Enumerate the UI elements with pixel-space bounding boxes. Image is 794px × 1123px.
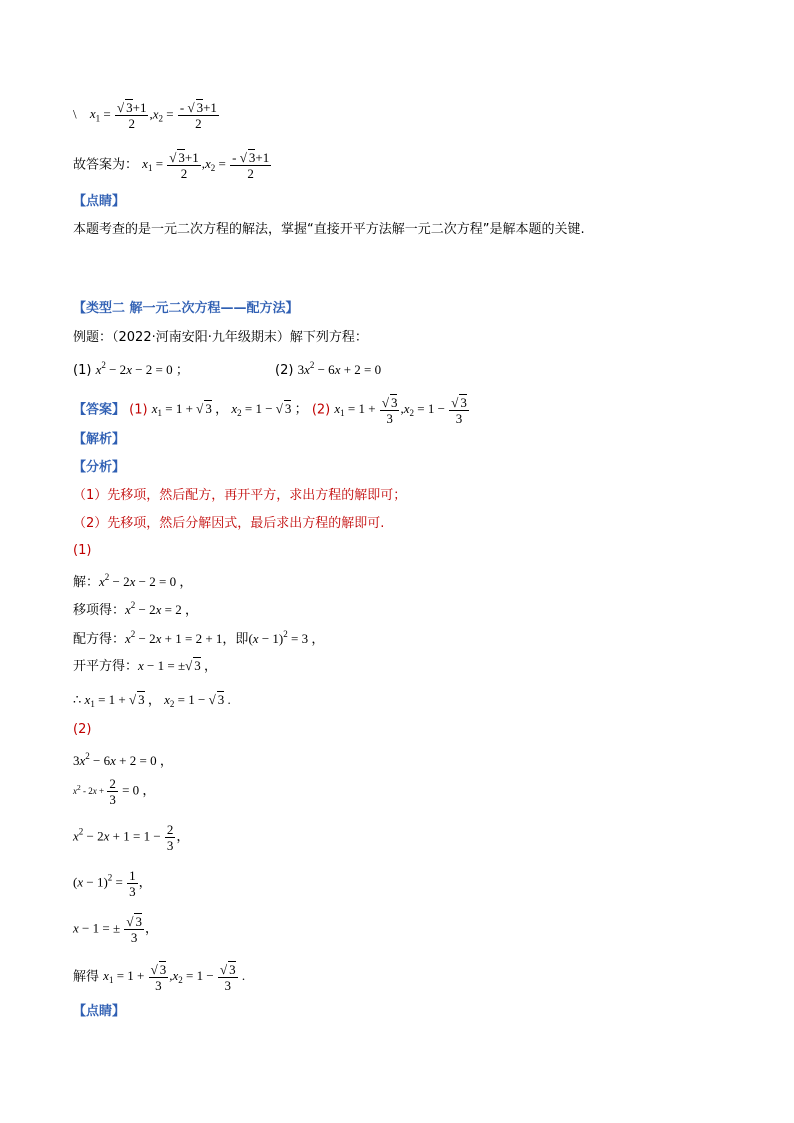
answer-label: 【答案】	[73, 402, 126, 418]
sol1-line-yixiang: 移项得：$x^2 - 2x = 2$ ，	[73, 600, 199, 618]
dianjing2-heading: 【点睛】	[73, 1004, 126, 1019]
dianjing-heading: 【点睛】	[73, 194, 126, 209]
dianjing-text: 本题考查的是一元二次方程的解法，掌握“直接开平方法解一元二次方程”是解本题的关键.	[73, 222, 585, 237]
sol2-label: (2)	[73, 722, 92, 737]
answer-row: 【答案】 (1) $x_1 = 1$ + √ 3 ， $x_2 = 1$ − √ 3 ； (2) $x_1 = 1$ + $\frac{√ 3}{3}$ $,x_2 = 1$ − $\frac{√ 3}{3}$	[73, 395, 467, 426]
problem-1: (1) $x^2 - 2x - 2 = 0$ ；	[73, 360, 189, 378]
answer-line: 故答案为： $x_1$ = $\frac{√ 3+1}{2}$ $,x_2$ = $\frac{- √ 3+1}{2}$	[73, 150, 270, 181]
section-heading: 【类型二 解一元二次方程——配方法】	[73, 301, 299, 316]
sol1-line-jie: 解：$x^2 - 2x - 2 = 0$ ，	[73, 572, 193, 590]
fraction: $\frac{√ 3+1}{2}$	[169, 150, 199, 181]
sol2-result: 解得 $x_1 = 1$ + $\frac{√ 3}{3}$ $,x_2 = 1$ − $\frac{√ 3}{3}$ .	[73, 962, 246, 993]
sol2-line-3: $x^2 - 2x + 1 = 1$ − $\frac{2}{3}$ ，	[73, 822, 190, 853]
fraction: $\frac{- √ 3+1}{2}$	[179, 100, 217, 131]
problem-line	[73, 357, 382, 379]
top-solution-line: \ $x_1$ = $\frac{√ 3+1}{2}$ $,x_2$ = $\frac{- √ 3+1}{2}$	[73, 100, 217, 131]
sol2-line-5: x − 1 = ± $\frac{√ 3}{3}$ ，	[73, 914, 158, 945]
fenxi-step2: （2）先移项，然后分解因式，最后求出方程的解即可.	[73, 516, 385, 531]
sol1-line-kaipingfang: 开平方得：x − 1 = ±√ 3 ，	[73, 658, 217, 674]
answer-prefix: 故答案为：	[73, 157, 139, 173]
backslash-mark: \	[73, 106, 77, 122]
sol2-line-2: $x^2 - 2x$ + $\frac{2}{3}$ = 0 ，	[73, 776, 156, 807]
sol1-result: ∴ $x_1 = 1$ + √ 3 ， $x_2 = 1$ − √ 3 .	[73, 692, 231, 709]
sol2-line-4: $(x - 1)^2$ = $\frac{1}{3}$ ，	[73, 868, 152, 899]
example-label: 例题：（2022·河南安阳·九年级期末）解下列方程：	[73, 330, 368, 345]
fenxi-step1: （1）先移项，然后配方，再开平方，求出方程的解即可；	[73, 488, 407, 503]
problem-2: (2) $3x^2 - 6x + 2 = 0$	[275, 360, 382, 378]
fenxi-heading: 【分析】	[73, 460, 126, 475]
sol1-line-peifang: 配方得：$x^2 - 2x + 1 = 2 + 1$，即$(x - 1)^2 = 3$ ，	[73, 629, 325, 647]
jiexi-heading: 【解析】	[73, 432, 126, 447]
sol2-line-1: $3x^2 - 6x + 2 = 0$ ，	[73, 751, 173, 768]
fraction: $\frac{√ 3+1}{2}$	[117, 100, 147, 131]
fraction: $\frac{- √ 3+1}{2}$	[232, 150, 270, 181]
sol1-label: (1)	[73, 543, 92, 558]
